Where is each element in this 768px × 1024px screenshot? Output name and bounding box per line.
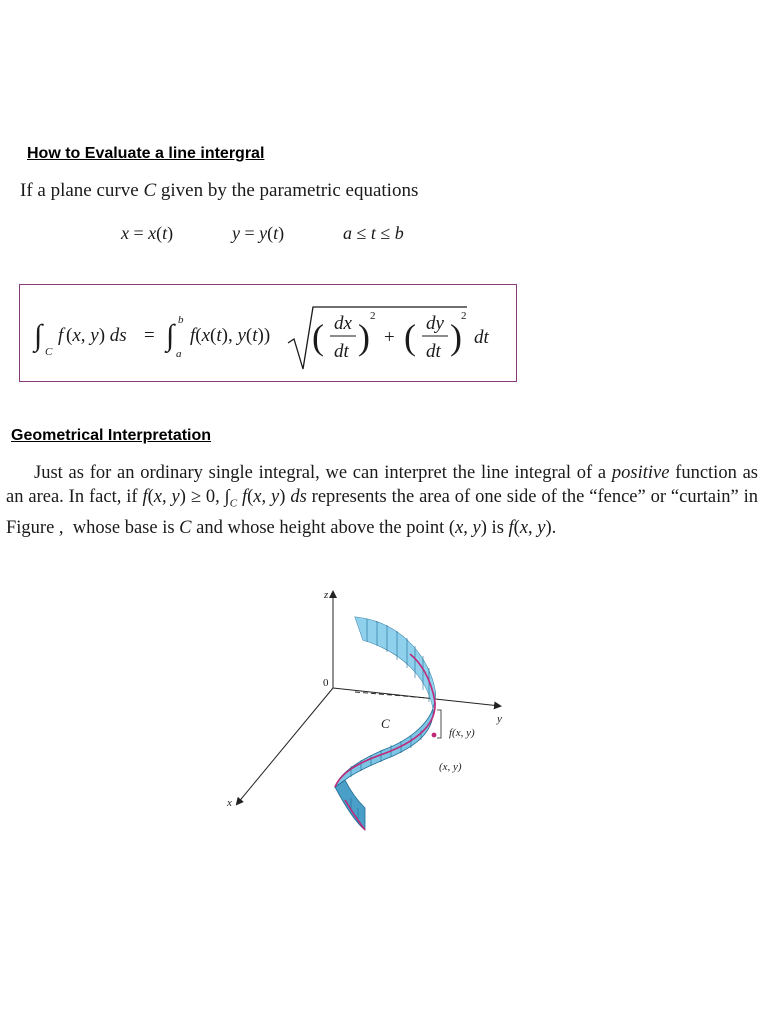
svg-text:dt: dt [334, 341, 349, 362]
svg-text:dx: dx [334, 313, 352, 334]
svg-text:b: b [178, 314, 184, 326]
heading-geometrical-interpretation: Geometrical Interpretation [11, 427, 212, 444]
svg-text:(: ( [404, 317, 416, 357]
formula-box [19, 284, 517, 382]
svg-text:dt: dt [474, 327, 489, 348]
svg-text:+: + [384, 327, 395, 348]
curtain-diagram [215, 582, 515, 842]
curtain-figure [215, 582, 515, 846]
svg-text:(: ( [312, 317, 324, 357]
svg-text:): ) [450, 317, 462, 357]
label-origin: 0 [323, 677, 329, 689]
svg-text:dt: dt [426, 341, 441, 362]
svg-text:f: f [58, 325, 64, 346]
equation-x: x = x(t) [121, 223, 174, 243]
intro-text: If a plane curve C given by the parametric equations [20, 180, 419, 201]
svg-text:a: a [176, 348, 182, 360]
svg-text:=: = [144, 325, 155, 346]
x-axis [237, 688, 333, 804]
svg-text:∫: ∫ [34, 319, 43, 352]
label-c: C [381, 716, 390, 731]
point-xy [432, 733, 437, 738]
label-fxy: f(x, y) [449, 727, 475, 739]
geometric-paragraph: Just as for an ordinary single integral, we can interpret the line integral of a positive function as an area. In fact, if f(x, y) ≥ 0, $\int_C$ f(x, y) ds represents the area of one side of the “fence” or “curtain” in Figure , whose base is C and whose height above the point (x, y) is f(x, y). [6, 463, 758, 538]
label-x: x [227, 797, 232, 809]
label-point: (x, y) [439, 761, 462, 773]
label-z: z [324, 589, 329, 601]
svg-text:2: 2 [461, 310, 467, 322]
heading-line-integral: How to Evaluate a line intergral [27, 145, 265, 162]
svg-text:2: 2 [370, 310, 376, 322]
svg-text:f(x(t), y(t)): f(x(t), y(t)) [190, 325, 271, 346]
y-axis [333, 688, 500, 706]
line-integral-formula [20, 285, 516, 381]
svg-text:∫: ∫ [166, 319, 175, 352]
svg-text:): ) [358, 317, 370, 357]
svg-text:C: C [45, 346, 53, 358]
svg-text:(x, y) ds: (x, y) ds [66, 325, 127, 346]
label-y: y [497, 713, 502, 725]
equation-y: y = y(t) [232, 223, 285, 243]
equation-range: a ≤ t ≤ b [343, 223, 404, 243]
svg-text:dy: dy [426, 313, 444, 334]
